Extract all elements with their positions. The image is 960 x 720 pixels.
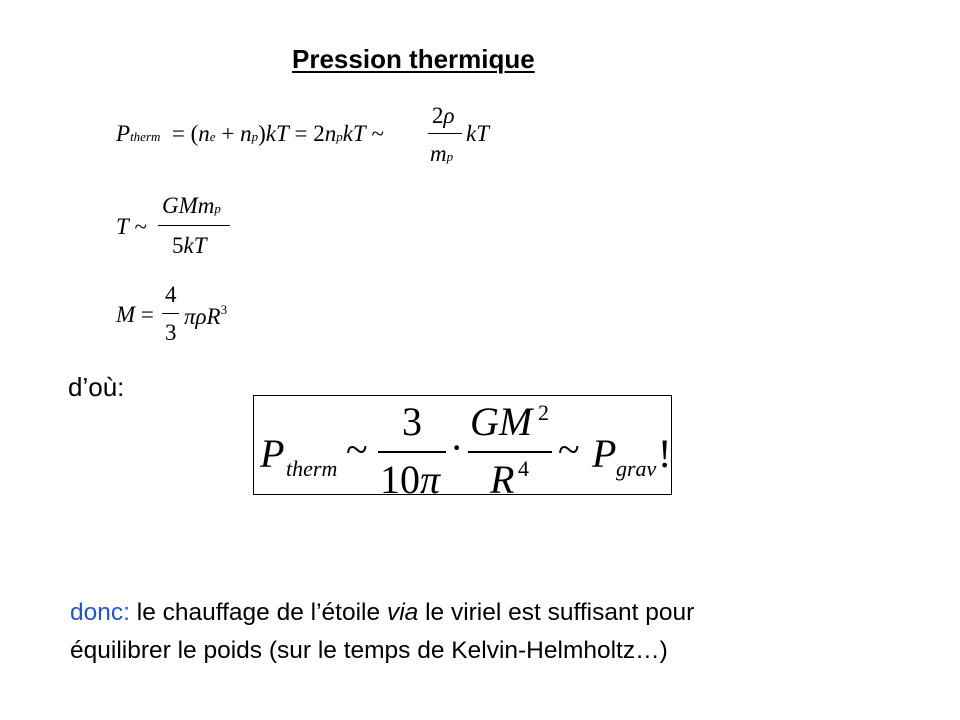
conclusion-via: via bbox=[386, 599, 419, 626]
dou-label: d’où: bbox=[68, 372, 125, 402]
conclusion-prefix: donc: bbox=[70, 599, 130, 626]
result-box: P therm ~ 3 10π · GM 2 R 4 ~ P grav ! bbox=[253, 395, 672, 495]
conclusion-line-2: équilibrer le poids (sur le temps de Kelvin-Helmholtz…) bbox=[70, 637, 668, 664]
conclusion-text-b: le viriel est suffisant pour bbox=[418, 599, 695, 626]
conclusion-line-1 bbox=[70, 594, 694, 632]
conclusion-text bbox=[70, 594, 694, 670]
page-title: Pression thermique bbox=[292, 44, 535, 74]
conclusion-text-a: le chauffage de l’étoile bbox=[129, 599, 387, 626]
